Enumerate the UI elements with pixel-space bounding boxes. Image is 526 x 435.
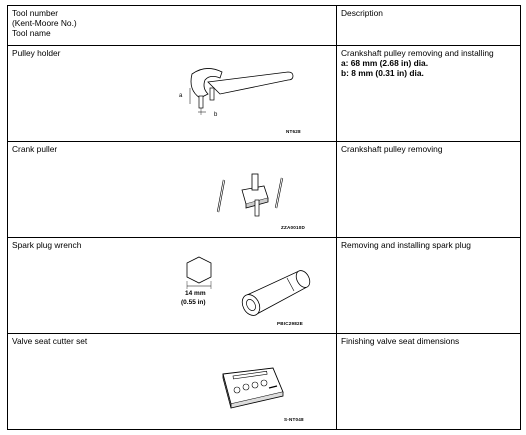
figure-code: ZZA0010D: [281, 225, 306, 230]
table-row: [8, 238, 521, 334]
description-column-header: [337, 6, 521, 46]
special-tools-table: [7, 5, 521, 430]
figure-code: S-NT048: [284, 417, 304, 422]
dimension-b-text: b: 8 mm (0.31 in) dia.: [341, 68, 424, 78]
size-label-mm: 14 mm: [185, 290, 206, 297]
description-text: Crankshaft pulley removing and installing: [341, 48, 494, 58]
tool-name: Spark plug wrench: [12, 240, 82, 250]
figure-code: PBIC2982E: [277, 321, 304, 326]
dimension-label-b: b: [214, 112, 218, 118]
size-label-in: (0.55 in): [181, 299, 206, 306]
description-cell: [337, 142, 521, 238]
spark-plug-wrench-illustration: [177, 253, 327, 325]
crank-puller-illustration: [212, 172, 292, 222]
dimension-a-text: a: 68 mm (2.68 in) dia.: [341, 58, 429, 68]
tool-name: Crank puller: [12, 144, 58, 154]
dimension-label-a: a: [179, 93, 183, 99]
figure-code: NT628: [286, 129, 301, 134]
valve-seat-cutter-set-illustration: [217, 364, 289, 412]
table-row: [8, 334, 521, 430]
tool-name: Valve seat cutter set: [12, 336, 88, 346]
description-text: Crankshaft pulley removing: [341, 144, 443, 154]
description-text: Finishing valve seat dimensions: [341, 336, 460, 346]
tool-number-header: Tool number: [12, 8, 59, 18]
description-cell: [337, 334, 521, 430]
tool-name-header: Tool name: [12, 28, 51, 38]
kent-moore-header: (Kent-Moore No.): [12, 18, 77, 28]
description-cell: [337, 46, 521, 142]
table-header-row: [8, 6, 521, 46]
tool-cell: [8, 334, 337, 430]
tool-name: Pulley holder: [12, 48, 61, 58]
table-row: [8, 46, 521, 142]
tool-cell: [8, 142, 337, 238]
description-cell: [337, 238, 521, 334]
table-row: [8, 142, 521, 238]
description-header: Description: [341, 8, 383, 18]
pulley-holder-illustration: [180, 60, 295, 120]
tool-cell: [8, 238, 337, 334]
description-text: Removing and installing spark plug: [341, 240, 471, 250]
tool-cell: [8, 46, 337, 142]
tool-column-header: [8, 6, 337, 46]
